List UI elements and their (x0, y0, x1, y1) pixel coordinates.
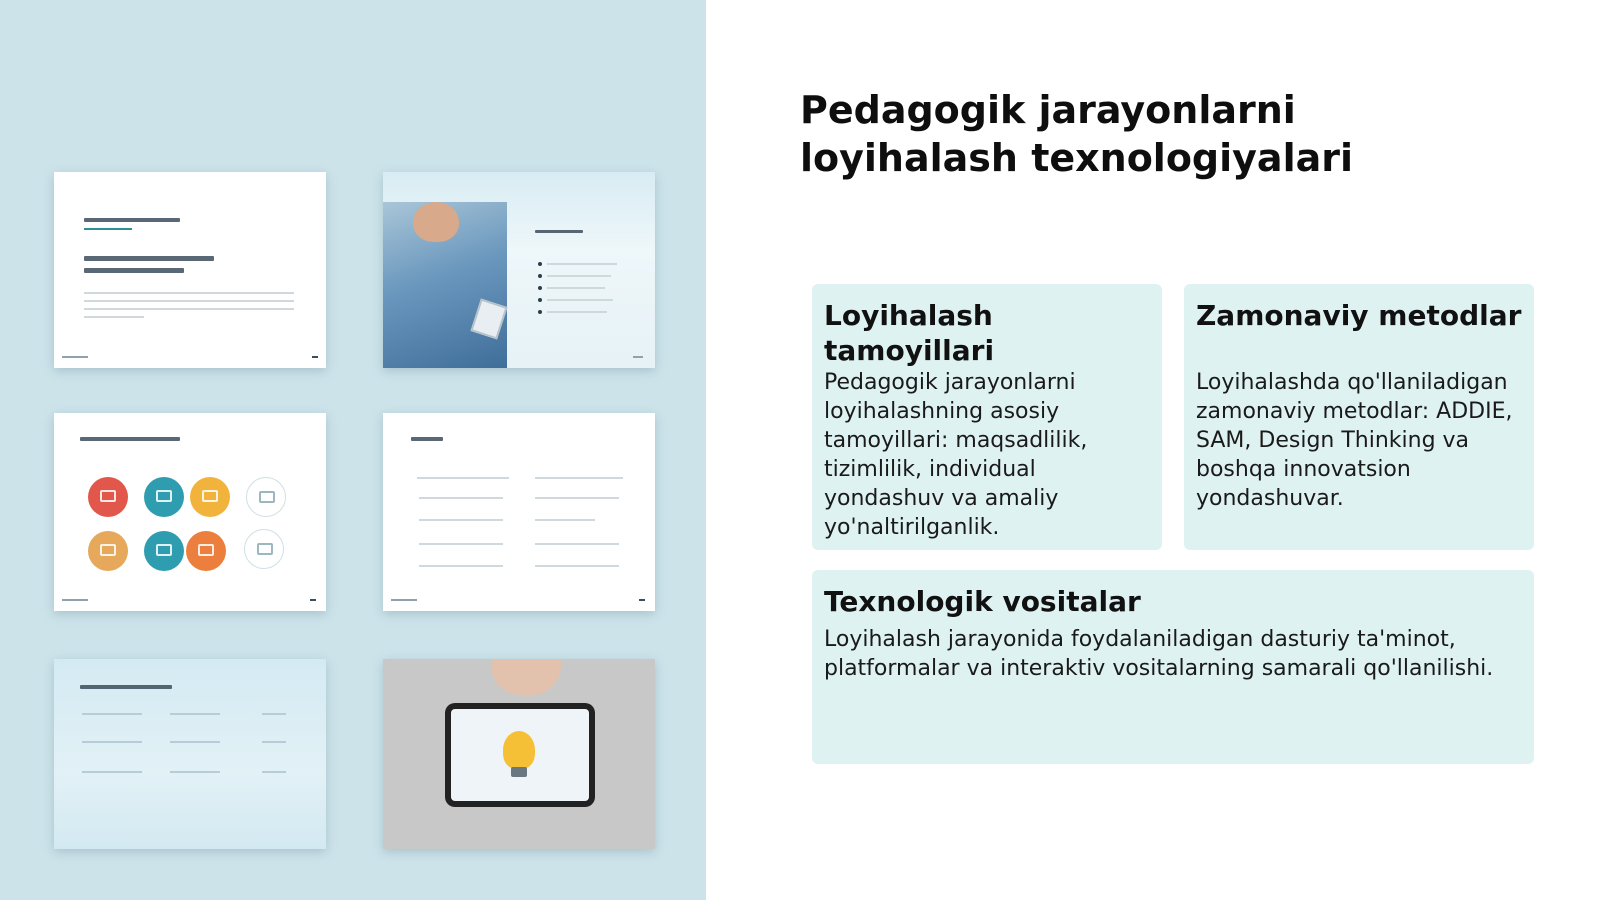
lightbulb-base (511, 767, 527, 777)
thumb-tablet-screen (451, 709, 589, 801)
slide-thumbnail-6[interactable] (383, 659, 655, 849)
thumb-title-bar (84, 218, 180, 222)
thumb-text-line (262, 741, 286, 743)
thumb-text-line (170, 771, 220, 773)
card-heading: Loyihalash tamoyillari (824, 299, 995, 367)
thumb-bullet (538, 262, 542, 266)
thumb-text-line (262, 771, 286, 773)
thumb-text-line (84, 300, 294, 302)
thumb-bullet (538, 274, 542, 278)
thumb-text-line (547, 299, 613, 301)
thumb-text-line (170, 741, 220, 743)
thumb-heading-bar (84, 268, 184, 273)
thumb-text-line (262, 713, 286, 715)
thumb-circle-outline-2 (244, 529, 284, 569)
thumb-page-number (312, 356, 318, 358)
thumb-text-line (419, 543, 503, 545)
thumb-circle-red (88, 477, 128, 517)
card-body: Loyihalash jarayonida foydalaniladigan dasturiy ta'minot, platformalar va interaktiv vositalarning samarali qo'llanilishi. (824, 627, 1494, 681)
card-loyihalash-tamoyillari (812, 284, 1162, 550)
card-heading: Texnologik vositalar (824, 585, 1141, 618)
slide-thumbnail-4[interactable] (383, 413, 655, 611)
thumb-photo-person (383, 202, 507, 368)
card-texnologik-vositalar (812, 570, 1534, 764)
thumb-text-line (82, 771, 142, 773)
thumb-text-line (535, 497, 619, 499)
thumb-text-line (419, 497, 503, 499)
thumb-text-line (84, 308, 294, 310)
thumb-photo-tablet (445, 703, 595, 807)
thumb-text-line (547, 275, 611, 277)
thumb-text-line (170, 713, 220, 715)
slide-thumbnail-2[interactable] (383, 172, 655, 368)
thumb-footer (62, 356, 88, 358)
card-body: Loyihalashda qo'llaniladigan zamonaviy metodlar: ADDIE, SAM, Design Thinking va boshqa innovatsion yondashuvar. (1196, 370, 1513, 511)
thumb-title-bar (80, 685, 172, 689)
thumb-circle-teal-2 (144, 531, 184, 571)
thumb-circle-teal (144, 477, 184, 517)
thumb-text-line (419, 519, 503, 521)
card-zamonaviy-metodlar (1184, 284, 1534, 550)
thumb-text-line (547, 263, 617, 265)
thumb-text-line (535, 543, 619, 545)
thumb-bullet (538, 310, 542, 314)
thumb-accent-line (84, 228, 132, 230)
thumb-text-line (535, 519, 595, 521)
thumb-page-number (310, 599, 316, 601)
thumb-text-line (84, 292, 294, 294)
slide-preview-panel (0, 0, 706, 900)
thumb-text-line (535, 477, 623, 479)
thumb-text-line (84, 316, 144, 318)
thumb-title-bar (411, 437, 443, 441)
card-body: Pedagogik jarayonlarni loyihalashning asosiy tamoyillari: maqsadlilik, tizimlilik, individual yondashuv va amaliy yo'naltirilganlik. (824, 370, 1088, 540)
thumb-title-bar (80, 437, 180, 441)
thumb-text-line (547, 311, 607, 313)
slide-title: Pedagogik jarayonlarni loyihalash texnologiyalari (800, 88, 1354, 180)
thumb-text-line (535, 565, 619, 567)
thumb-circle-yellow (190, 477, 230, 517)
slide-thumbnail-3[interactable] (54, 413, 326, 611)
thumb-circle-light-orange (88, 531, 128, 571)
thumb-photo-tablet (470, 299, 507, 340)
thumb-footer (62, 599, 88, 601)
thumb-bullet (538, 286, 542, 290)
thumb-text-line (417, 477, 509, 479)
thumb-heading-bar (84, 256, 214, 261)
thumb-text-line (547, 287, 605, 289)
card-heading: Zamonaviy metodlar (1196, 299, 1522, 332)
thumb-page-number (633, 356, 643, 358)
thumb-footer (391, 599, 417, 601)
thumb-bullet (538, 298, 542, 302)
slide-thumbnail-5[interactable] (54, 659, 326, 849)
slide-thumbnail-1[interactable] (54, 172, 326, 368)
thumb-text-line (82, 741, 142, 743)
thumb-text-line (419, 565, 503, 567)
thumb-title-bar (535, 230, 583, 233)
thumb-text-line (82, 713, 142, 715)
thumb-circle-outline (246, 477, 286, 517)
lightbulb-icon (503, 731, 535, 769)
thumb-circle-orange (186, 531, 226, 571)
thumb-photo-face (491, 659, 561, 695)
thumb-page-number (639, 599, 645, 601)
thumb-photo-head (413, 202, 459, 242)
